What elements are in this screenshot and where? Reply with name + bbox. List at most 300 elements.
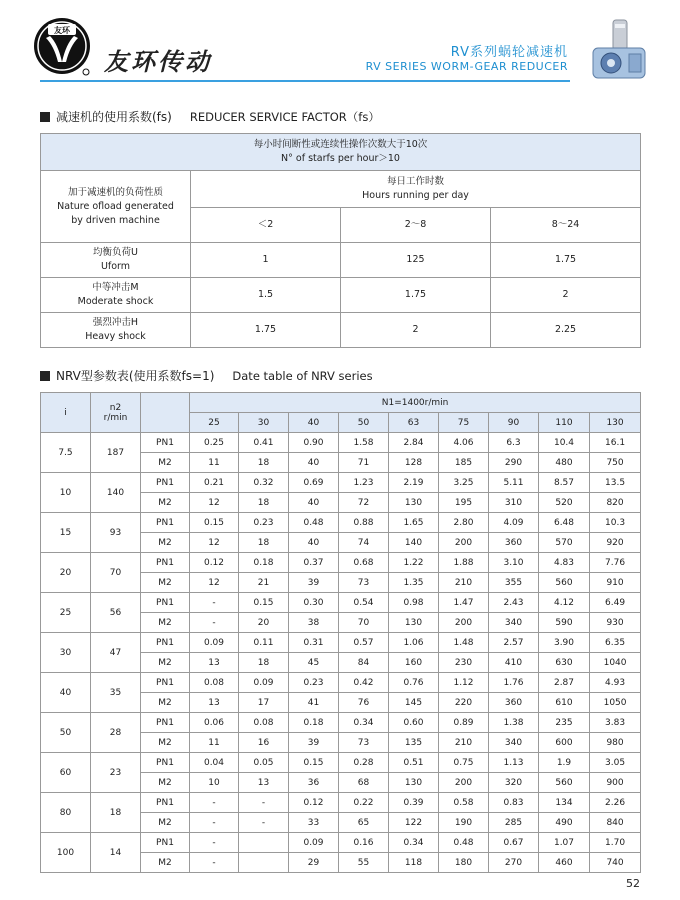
nrv-label-m: M2 [141, 453, 190, 473]
nrv-label-p: PN1 [141, 513, 190, 533]
nrv-ratio-cell: 7.5 [41, 433, 91, 473]
sf-value: 1.75 [191, 313, 341, 348]
nrv-power-value: 0.57 [339, 633, 389, 653]
nrv-power-value: 0.11 [239, 633, 289, 653]
nrv-torque-value: 40 [289, 453, 339, 473]
nrv-label-m: M2 [141, 773, 190, 793]
nrv-ratio-cell: 50 [41, 713, 91, 753]
nrv-torque-value: 230 [439, 653, 489, 673]
square-bullet-icon [40, 371, 50, 381]
nrv-power-value: - [190, 833, 239, 853]
nrv-power-value: 0.16 [339, 833, 389, 853]
nrv-size-cell: 63 [389, 413, 439, 433]
nrv-power-value: 1.88 [439, 553, 489, 573]
nrv-title-en: Date table of NRV series [232, 369, 373, 383]
nrv-torque-value: 900 [590, 773, 641, 793]
nrv-torque-value: 130 [389, 493, 439, 513]
nrv-power-value: 0.15 [190, 513, 239, 533]
nrv-torque-value: 12 [190, 533, 239, 553]
nrv-label-m: M2 [141, 573, 190, 593]
nrv-row-p [41, 753, 641, 773]
nrv-header-row [41, 393, 641, 413]
sf-row-label-cn: 均衡负荷U [93, 247, 138, 258]
nrv-power-value: 8.57 [539, 473, 590, 493]
nrv-power-value: - [190, 793, 239, 813]
nrv-size-cell: 75 [439, 413, 489, 433]
nrv-ratio-cell: 40 [41, 673, 91, 713]
nrv-torque-value: 21 [239, 573, 289, 593]
nrv-torque-value: 340 [489, 613, 539, 633]
nrv-power-value: 0.48 [439, 833, 489, 853]
nrv-power-value: 1.48 [439, 633, 489, 653]
nrv-torque-value: 71 [339, 453, 389, 473]
nrv-power-value: 3.90 [539, 633, 590, 653]
nrv-torque-value: 1040 [590, 653, 641, 673]
nrv-torque-value: 145 [389, 693, 439, 713]
sf-hour-col: ＜2 [191, 208, 341, 243]
nrv-power-value: 6.49 [590, 593, 641, 613]
nrv-power-value: 0.15 [289, 753, 339, 773]
nrv-torque-value: 13 [239, 773, 289, 793]
nrv-torque-value: 18 [239, 453, 289, 473]
sf-value: 1.75 [491, 243, 641, 278]
nrv-torque-value: 210 [439, 733, 489, 753]
nrv-power-value: 3.25 [439, 473, 489, 493]
nrv-n1-header: N1=1400r/min [190, 393, 641, 413]
sf-value: 2.25 [491, 313, 641, 348]
sf-row-uniform [41, 243, 641, 278]
nrv-power-value: 6.35 [590, 633, 641, 653]
nrv-power-value: 4.93 [590, 673, 641, 693]
nrv-torque-value: 45 [289, 653, 339, 673]
header-divider [40, 80, 570, 82]
worm-gear-reducer-image [585, 18, 655, 84]
nrv-power-value: 235 [539, 713, 590, 733]
nrv-power-value: 0.06 [190, 713, 239, 733]
sf-row-label [41, 313, 191, 348]
nrv-power-value: 2.19 [389, 473, 439, 493]
nrv-torque-value: 18 [239, 533, 289, 553]
nrv-power-value: 2.26 [590, 793, 641, 813]
nrv-torque-value: 560 [539, 573, 590, 593]
nrv-torque-value: 340 [489, 733, 539, 753]
nrv-torque-value: 17 [239, 693, 289, 713]
nrv-torque-value: 320 [489, 773, 539, 793]
nrv-torque-value: - [239, 813, 289, 833]
series-title-cn: RV系列蜗轮减速机 [450, 45, 568, 60]
nrv-power-value: 0.83 [489, 793, 539, 813]
logo-text: 友环 [54, 26, 70, 35]
nrv-col-label [141, 393, 190, 433]
nrv-label-p: PN1 [141, 673, 190, 693]
nrv-torque-value: 33 [289, 813, 339, 833]
nrv-speed-cell: 56 [91, 593, 141, 633]
nrv-label-p: PN1 [141, 433, 190, 453]
nrv-torque-value: 12 [190, 493, 239, 513]
nrv-power-value: 5.11 [489, 473, 539, 493]
nrv-torque-value: 570 [539, 533, 590, 553]
sf-row-label [41, 278, 191, 313]
nrv-label-p: PN1 [141, 633, 190, 653]
nrv-power-value: 1.12 [439, 673, 489, 693]
nrv-torque-value: 200 [439, 773, 489, 793]
nrv-torque-value: 180 [439, 853, 489, 873]
nrv-power-value: 7.76 [590, 553, 641, 573]
nrv-size-cell: 130 [590, 413, 641, 433]
nrv-power-value: 1.07 [539, 833, 590, 853]
nrv-power-value: 0.18 [289, 713, 339, 733]
nrv-label-m: M2 [141, 813, 190, 833]
nrv-torque-value: 13 [190, 693, 239, 713]
sf-value: 2 [491, 278, 641, 313]
nrv-torque-value: 39 [289, 573, 339, 593]
nrv-speed-cell: 140 [91, 473, 141, 513]
nrv-torque-value: 610 [539, 693, 590, 713]
nrv-torque-value: 590 [539, 613, 590, 633]
nrv-torque-value: 12 [190, 573, 239, 593]
nrv-power-value: 0.51 [389, 753, 439, 773]
nrv-power-value: 0.34 [339, 713, 389, 733]
nrv-torque-value: 68 [339, 773, 389, 793]
nrv-power-value: 0.60 [389, 713, 439, 733]
nrv-torque-value: 490 [539, 813, 590, 833]
sf-hour-col: 2～8 [341, 208, 491, 243]
nrv-power-value: 2.87 [539, 673, 590, 693]
nrv-power-value: 1.06 [389, 633, 439, 653]
nrv-torque-value: 270 [489, 853, 539, 873]
nrv-ratio-cell: 20 [41, 553, 91, 593]
nrv-speed-cell: 187 [91, 433, 141, 473]
nrv-torque-value: 55 [339, 853, 389, 873]
nrv-size-cell: 110 [539, 413, 590, 433]
sf-row-label-en: Heavy shock [85, 331, 146, 342]
sf-top-cell [41, 134, 641, 171]
nrv-power-value: 2.43 [489, 593, 539, 613]
nrv-ratio-cell: 100 [41, 833, 91, 873]
nrv-table-body [41, 393, 641, 873]
nrv-speed-cell: 70 [91, 553, 141, 593]
nrv-power-value: 1.13 [489, 753, 539, 773]
nrv-power-value: 3.10 [489, 553, 539, 573]
nrv-power-value: - [239, 793, 289, 813]
nrv-torque-value: 29 [289, 853, 339, 873]
nrv-power-value: 1.22 [389, 553, 439, 573]
nrv-row-p [41, 633, 641, 653]
sf-load-cell [41, 171, 191, 243]
nrv-power-value: 4.83 [539, 553, 590, 573]
nrv-torque-value: 560 [539, 773, 590, 793]
nrv-torque-value: 480 [539, 453, 590, 473]
nrv-torque-value: 36 [289, 773, 339, 793]
sf-row-label [41, 243, 191, 278]
sf-load-en: Nature ofload generated by driven machine [57, 200, 174, 226]
sf-hour-col: 8～24 [491, 208, 641, 243]
nrv-power-value: 3.05 [590, 753, 641, 773]
nrv-power-value: 0.42 [339, 673, 389, 693]
nrv-torque-value: 160 [389, 653, 439, 673]
nrv-torque-value: 122 [389, 813, 439, 833]
nrv-torque-value: 140 [389, 533, 439, 553]
service-factor-title [40, 108, 380, 125]
nrv-power-value: - [190, 593, 239, 613]
nrv-power-value: 0.58 [439, 793, 489, 813]
nrv-power-value: 0.09 [190, 633, 239, 653]
nrv-torque-value: 220 [439, 693, 489, 713]
nrv-power-value: 13.5 [590, 473, 641, 493]
nrv-speed-cell: 28 [91, 713, 141, 753]
nrv-power-value: 0.68 [339, 553, 389, 573]
service-factor-title-cn: 减速机的使用系数(fs) [56, 110, 172, 124]
nrv-label-m: M2 [141, 733, 190, 753]
nrv-power-value: 0.34 [389, 833, 439, 853]
series-title-en: RV SERIES WORM-GEAR REDUCER [365, 60, 568, 73]
nrv-power-value: 0.90 [289, 433, 339, 453]
nrv-torque-value: 76 [339, 693, 389, 713]
nrv-label-p: PN1 [141, 553, 190, 573]
nrv-power-value: 0.98 [389, 593, 439, 613]
nrv-ratio-cell: 30 [41, 633, 91, 673]
nrv-title-cn: NRV型参数表(使用系数fs=1) [56, 369, 215, 383]
nrv-torque-value: 11 [190, 453, 239, 473]
sf-hours-cell [191, 171, 641, 208]
nrv-row-p [41, 513, 641, 533]
sf-row-label-cn: 中等冲击M [92, 282, 139, 293]
nrv-torque-value: 460 [539, 853, 590, 873]
nrv-label-p: PN1 [141, 833, 190, 853]
nrv-label-p: PN1 [141, 793, 190, 813]
nrv-power-value: 0.28 [339, 753, 389, 773]
nrv-power-value: 0.54 [339, 593, 389, 613]
nrv-size-cell: 40 [289, 413, 339, 433]
nrv-torque-value: 73 [339, 573, 389, 593]
sf-hours-row [41, 171, 641, 208]
nrv-power-value: 0.48 [289, 513, 339, 533]
nrv-power-value: 4.12 [539, 593, 590, 613]
nrv-torque-value: 130 [389, 613, 439, 633]
sf-row-heavy [41, 313, 641, 348]
nrv-size-cell: 25 [190, 413, 239, 433]
nrv-power-value: 0.88 [339, 513, 389, 533]
nrv-power-value: 0.23 [239, 513, 289, 533]
nrv-size-cell: 30 [239, 413, 289, 433]
nrv-torque-value: 520 [539, 493, 590, 513]
nrv-torque-value: 360 [489, 693, 539, 713]
nrv-power-value: 0.25 [190, 433, 239, 453]
nrv-power-value: 0.12 [190, 553, 239, 573]
nrv-torque-value: 41 [289, 693, 339, 713]
nrv-label-m: M2 [141, 613, 190, 633]
nrv-power-value: 0.04 [190, 753, 239, 773]
nrv-power-value: 3.83 [590, 713, 641, 733]
nrv-torque-value: 190 [439, 813, 489, 833]
nrv-torque-value: 70 [339, 613, 389, 633]
sf-value: 125 [341, 243, 491, 278]
nrv-row-p [41, 473, 641, 493]
nrv-power-value: 2.57 [489, 633, 539, 653]
nrv-power-value: 0.75 [439, 753, 489, 773]
service-factor-title-en: REDUCER SERVICE FACTOR（fs） [189, 110, 380, 124]
sf-value: 1.75 [341, 278, 491, 313]
nrv-torque-value: 20 [239, 613, 289, 633]
nrv-torque-value: 200 [439, 533, 489, 553]
page-header [0, 0, 680, 95]
nrv-ratio-cell: 10 [41, 473, 91, 513]
nrv-power-value: 16.1 [590, 433, 641, 453]
nrv-power-value: 0.15 [239, 593, 289, 613]
nrv-torque-value: 195 [439, 493, 489, 513]
nrv-torque-value: 72 [339, 493, 389, 513]
nrv-power-value: 1.38 [489, 713, 539, 733]
nrv-torque-value: 360 [489, 533, 539, 553]
nrv-torque-value: 200 [439, 613, 489, 633]
nrv-power-value: 1.47 [439, 593, 489, 613]
sf-value: 2 [341, 313, 491, 348]
nrv-power-value: 0.21 [190, 473, 239, 493]
sf-load-cn: 加于减速机的负荷性质 [67, 186, 163, 198]
nrv-torque-value: 410 [489, 653, 539, 673]
nrv-torque-value: 185 [439, 453, 489, 473]
nrv-power-value: 0.23 [289, 673, 339, 693]
nrv-power-value: 1.70 [590, 833, 641, 853]
nrv-power-value: 0.18 [239, 553, 289, 573]
nrv-power-value: 0.67 [489, 833, 539, 853]
nrv-col-n2 [91, 393, 141, 433]
sf-top-row [41, 134, 641, 171]
nrv-torque-value: 310 [489, 493, 539, 513]
nrv-label-p: PN1 [141, 753, 190, 773]
nrv-speed-cell: 35 [91, 673, 141, 713]
nrv-power-value: 2.80 [439, 513, 489, 533]
nrv-label-m: M2 [141, 653, 190, 673]
nrv-row-p [41, 833, 641, 853]
nrv-torque-value: 73 [339, 733, 389, 753]
nrv-parameter-table [40, 392, 641, 873]
nrv-power-value: 0.09 [289, 833, 339, 853]
nrv-speed-cell: 14 [91, 833, 141, 873]
nrv-size-cell: 50 [339, 413, 389, 433]
nrv-power-value: 1.58 [339, 433, 389, 453]
nrv-label-m: M2 [141, 693, 190, 713]
nrv-row-p [41, 433, 641, 453]
nrv-speed-cell: 93 [91, 513, 141, 553]
nrv-torque-value: 285 [489, 813, 539, 833]
nrv-torque-value: 10 [190, 773, 239, 793]
nrv-torque-value [239, 853, 289, 873]
nrv-row-p [41, 713, 641, 733]
nrv-torque-value: 210 [439, 573, 489, 593]
nrv-power-value: 1.23 [339, 473, 389, 493]
nrv-torque-value: 135 [389, 733, 439, 753]
nrv-ratio-cell: 15 [41, 513, 91, 553]
nrv-label-p: PN1 [141, 473, 190, 493]
nrv-power-value [239, 833, 289, 853]
nrv-col-i: i [41, 393, 91, 433]
nrv-torque-value: 630 [539, 653, 590, 673]
nrv-torque-value: 18 [239, 493, 289, 513]
nrv-torque-value: 355 [489, 573, 539, 593]
nrv-ratio-cell: 60 [41, 753, 91, 793]
nrv-ratio-cell: 25 [41, 593, 91, 633]
nrv-row-p [41, 593, 641, 613]
nrv-torque-value: 740 [590, 853, 641, 873]
nrv-label-p: PN1 [141, 713, 190, 733]
nrv-power-value: 0.22 [339, 793, 389, 813]
nrv-power-value: 0.31 [289, 633, 339, 653]
nrv-torque-value: 118 [389, 853, 439, 873]
sf-top-cn: 每小时间断性或连续性操作次数大于10次 [253, 139, 428, 150]
sf-value: 1.5 [191, 278, 341, 313]
nrv-torque-value: 840 [590, 813, 641, 833]
nrv-torque-value: 16 [239, 733, 289, 753]
nrv-power-value: 134 [539, 793, 590, 813]
square-bullet-icon [40, 112, 50, 122]
nrv-torque-value: 910 [590, 573, 641, 593]
nrv-torque-value: 40 [289, 533, 339, 553]
nrv-power-value: 1.76 [489, 673, 539, 693]
sf-row-label-cn: 强烈冲击H [92, 317, 139, 328]
nrv-size-cell: 90 [489, 413, 539, 433]
sf-row-moderate [41, 278, 641, 313]
nrv-torque-value: 38 [289, 613, 339, 633]
nrv-power-value: 0.39 [389, 793, 439, 813]
nrv-torque-value: 930 [590, 613, 641, 633]
sf-value: 1 [191, 243, 341, 278]
nrv-power-value: 1.65 [389, 513, 439, 533]
nrv-power-value: 0.89 [439, 713, 489, 733]
nrv-torque-value: 1.35 [389, 573, 439, 593]
nrv-power-value: 0.09 [239, 673, 289, 693]
nrv-label-m: M2 [141, 853, 190, 873]
nrv-power-value: 0.12 [289, 793, 339, 813]
nrv-torque-value: 84 [339, 653, 389, 673]
nrv-power-value: 6.3 [489, 433, 539, 453]
nrv-power-value: 0.30 [289, 593, 339, 613]
nrv-torque-value: 600 [539, 733, 590, 753]
nrv-label-p: PN1 [141, 593, 190, 613]
nrv-power-value: 0.76 [389, 673, 439, 693]
nrv-label-m: M2 [141, 493, 190, 513]
nrv-speed-cell: 47 [91, 633, 141, 673]
nrv-torque-value: 1050 [590, 693, 641, 713]
nrv-speed-cell: 18 [91, 793, 141, 833]
nrv-power-value: 0.41 [239, 433, 289, 453]
sf-top-en: N° of starfs per hour＞10 [281, 153, 400, 164]
nrv-power-value: 0.32 [239, 473, 289, 493]
nrv-row-p [41, 793, 641, 813]
page-number: 52 [626, 877, 640, 890]
nrv-torque-value: 74 [339, 533, 389, 553]
nrv-power-value: 0.05 [239, 753, 289, 773]
service-factor-table [40, 133, 641, 348]
nrv-torque-value: 40 [289, 493, 339, 513]
sf-row-label-en: Moderate shock [77, 296, 154, 307]
nrv-power-value: 1.9 [539, 753, 590, 773]
nrv-torque-value: 39 [289, 733, 339, 753]
nrv-col-n2-bottom: r/min [103, 412, 128, 423]
nrv-speed-cell: 23 [91, 753, 141, 793]
nrv-power-value: 0.69 [289, 473, 339, 493]
nrv-title [40, 367, 373, 384]
sf-row-label-en: Uform [100, 261, 131, 272]
nrv-power-value: 0.08 [239, 713, 289, 733]
nrv-power-value: 6.48 [539, 513, 590, 533]
nrv-power-value: 4.09 [489, 513, 539, 533]
nrv-power-value: 4.06 [439, 433, 489, 453]
nrv-torque-value: 128 [389, 453, 439, 473]
nrv-torque-value: 18 [239, 653, 289, 673]
nrv-power-value: 10.4 [539, 433, 590, 453]
nrv-torque-value: 920 [590, 533, 641, 553]
